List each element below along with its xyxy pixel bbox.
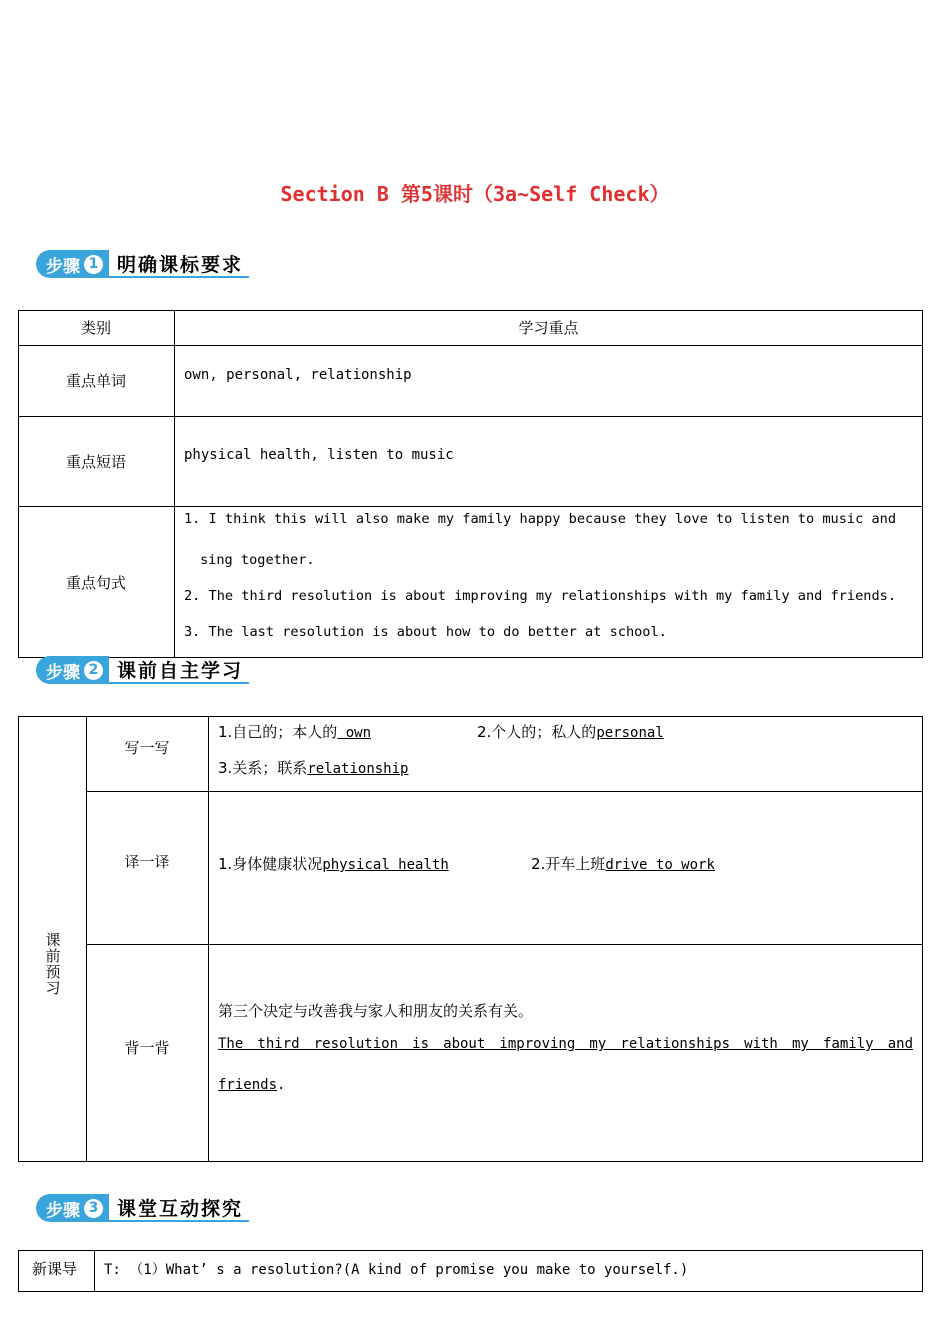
key-sentence-1: 1. I think this will also make my family happy because they love to listen to music and <box>184 511 897 527</box>
translate-item-2: 2.开车上班drive to work <box>531 855 715 873</box>
side-label-preview: 课前预习 <box>43 932 62 996</box>
page-title: Section B 第5课时（3a~Self Check） <box>280 182 670 206</box>
key-sentence-1-cont: sing together. <box>200 552 315 568</box>
translate-label: 译一译 <box>124 852 170 871</box>
recite-english-line-1: The third resolution is about improving my relationships with my family and <box>218 1036 913 1052</box>
translate-item-2-answer: drive to work <box>605 857 715 873</box>
step-3-banner <box>36 1194 249 1222</box>
row-key-phrases-content: physical health, listen to music <box>184 447 454 463</box>
header-category: 类别 <box>80 319 111 337</box>
step-tag: 步骤 <box>46 662 80 683</box>
row-key-phrases-label: 重点短语 <box>65 452 126 471</box>
row-key-words-content: own, personal, relationship <box>184 367 412 383</box>
write-item-1-answer: own <box>337 725 372 741</box>
new-lesson-content: T: （1）What’ s a resolution?(A kind of promise you make to yourself.) <box>104 1262 689 1278</box>
header-focus: 学习重点 <box>518 319 579 337</box>
step-1-banner <box>36 250 249 278</box>
step-label: 明确课标要求 <box>109 250 249 278</box>
key-sentence-3: 3. The last resolution is about how to do better at school. <box>184 624 667 640</box>
write-item-3-answer: relationship <box>307 761 409 777</box>
key-sentence-2: 2. The third resolution is about improving my relationships with my family and friends. <box>184 588 897 604</box>
step-number: 3 <box>84 1199 103 1218</box>
step-label: 课前自主学习 <box>109 656 249 684</box>
translate-item-1: 1.身体健康状况physical health <box>218 855 449 873</box>
recite-english-line-2: friends. <box>218 1077 286 1093</box>
step-number: 2 <box>84 661 103 680</box>
write-item-1: 1.自己的；本人的 own <box>218 723 372 741</box>
step-tag: 步骤 <box>46 1200 80 1221</box>
step-2-banner <box>36 656 249 684</box>
write-item-2-answer: personal <box>596 725 664 741</box>
new-lesson-label: 新课导 <box>32 1260 78 1278</box>
step-number: 1 <box>84 255 103 274</box>
row-key-sentences-label: 重点句式 <box>65 573 126 592</box>
translate-item-1-answer: physical health <box>322 857 449 873</box>
step-label: 课堂互动探究 <box>109 1194 249 1222</box>
row-key-words-label: 重点单词 <box>65 372 126 390</box>
recite-label: 背一背 <box>124 1038 170 1057</box>
recite-chinese: 第三个决定与改善我与家人和朋友的关系有关。 <box>218 1002 534 1020</box>
step-tag: 步骤 <box>46 256 80 277</box>
write-item-2: 2.个人的；私人的personal <box>477 723 664 741</box>
write-item-3: 3.关系；联系relationship <box>218 759 409 777</box>
write-label: 写一写 <box>124 738 170 757</box>
